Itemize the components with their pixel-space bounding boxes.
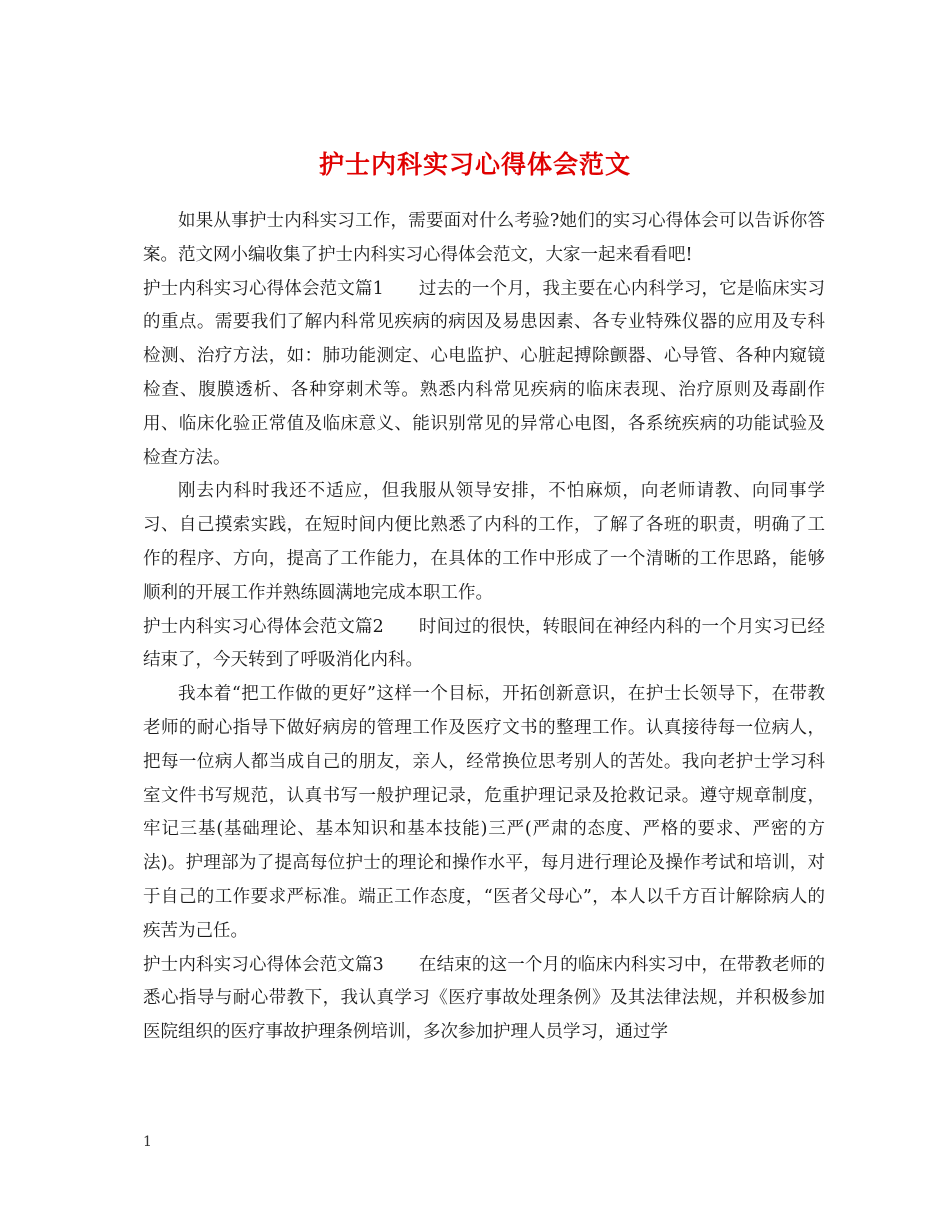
section1-paragraph-2: 刚去内科时我还不适应，但我服从领导安排，不怕麻烦，向老师请教、向同事学习、自己摸索实践，在短时间内便比熟悉了内科的工作，了解了各班的职责，明确了工作的程序、方向，提高了工作能力，在具体的工作中形成了一个清晰的工作思路，能够顺利的开展工作并熟练圆满地完成本职工作。 (143, 481, 825, 603)
section1-paragraph (143, 273, 825, 476)
section3-paragraph (143, 949, 825, 1050)
intro-paragraph: 如果从事护士内科实习工作，需要面对什么考验?她们的实习心得体会可以告诉你答案。范文网小编收集了护士内科实习心得体会范文，大家一起来看看吧! (143, 211, 825, 265)
section2-text: 时间过的很快，转眼间在神经内科的一个月实习已经结束了，今天转到了呼吸消化内科。 (143, 616, 825, 671)
section1-text: 过去的一个月，我主要在心内科学习，它是临床实习的重点。需要我们了解内科常见疾病的病因及易患因素、各专业特殊仪器的应用及专科检测、治疗方法，如：肺功能测定、心电监护、心脏起搏除颤器、心导管、各种内窥镜检查、腹膜透析、各种穿刺术等。熟悉内科常见疾病的临床表现、治疗原则及毒副作用、临床化验正常值及临床意义、能识别常见的异常心电图，各系统疾病的功能试验及检查方法。 (143, 278, 825, 468)
section2-paragraph (143, 611, 825, 679)
section2-paragraph-2: 我本着“把工作做的更好”这样一个目标，开拓创新意识，在护士长领导下，在带教老师的耐心指导下做好病房的管理工作及医疗文书的整理工作。认真接待每一位病人，把每一位病人都当成自己的朋友，亲人，经常换位思考别人的苦处。我向老护士学习科室文件书写规范，认真书写一般护理记录，危重护理记录及抢救记录。遵守规章制度，牢记三基(基础理论、基本知识和基本技能)三严(严肃的态度、严格的要求、严密的方法)。护理部为了提高每位护士的理论和操作水平，每月进行理论及操作考试和培训，对于自己的工作要求严标准。端正工作态度，“医者父母心”，本人以千方百计解除病人的疾苦为己任。 (143, 684, 825, 941)
section3-text: 在结束的这一个月的临床内科实习中，在带教老师的悉心指导与耐心带教下，我认真学习《医疗事故处理条例》及其法律法规，并积极参加医院组织的医疗事故护理条例培训，多次参加护理人员学习，通过学 (143, 954, 825, 1043)
section2-heading: 护士内科实习心得体会范文篇2 (143, 616, 384, 637)
page-number: 1 (143, 1134, 152, 1150)
section3-heading: 护士内科实习心得体会范文篇3 (143, 954, 384, 975)
section1-heading: 护士内科实习心得体会范文篇1 (143, 278, 384, 299)
document-body (143, 205, 825, 1050)
document-title: 护士内科实习心得体会范文 (318, 149, 631, 179)
